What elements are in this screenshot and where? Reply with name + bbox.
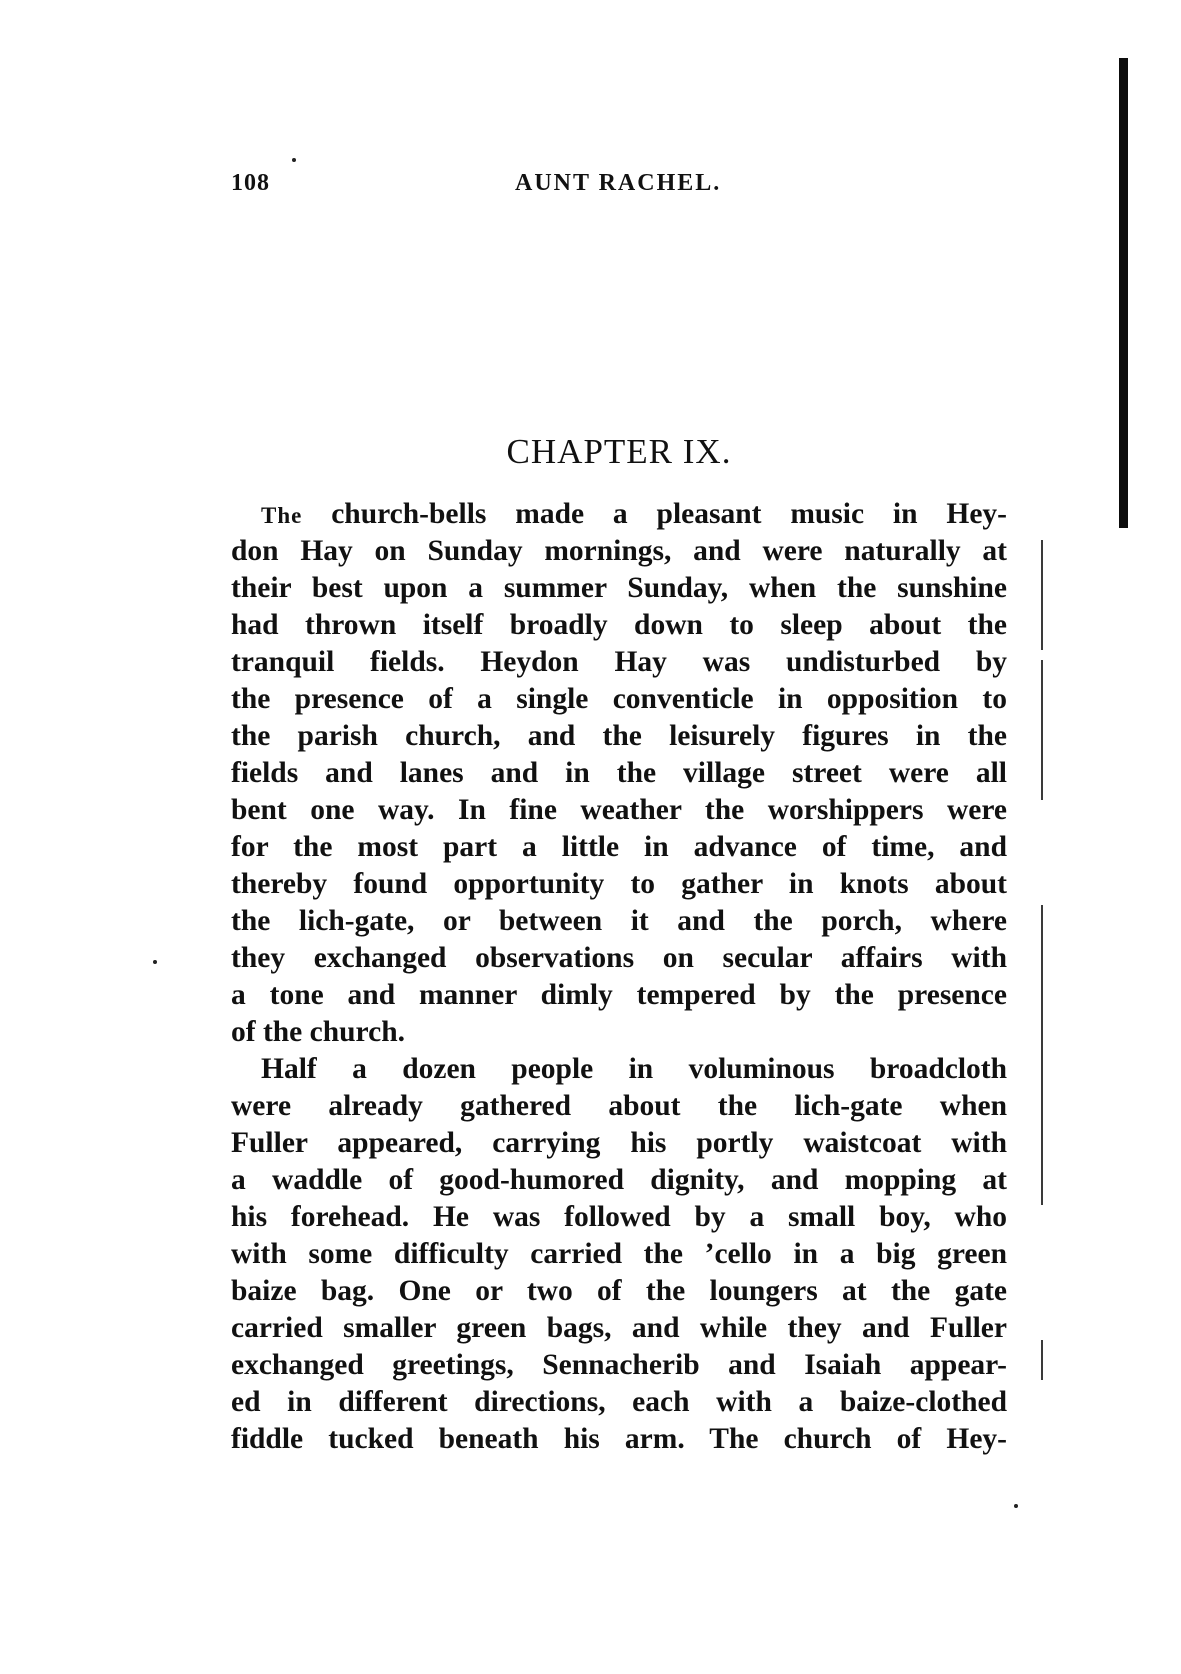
paragraph [231,1051,1007,1458]
running-head [231,170,921,200]
ink-speck [1014,1504,1018,1508]
text-line: bent one way. In fine weather the worshippers were [231,794,1007,826]
text-line: their best upon a summer Sunday, when the sunshine [231,572,1007,604]
page-edge-line [1041,905,1043,1205]
text-line: exchanged greetings, Sennacherib and Isaiah appear- [231,1349,1007,1381]
text-line: ed in different directions, each with a baize-clothed [231,1386,1007,1418]
text-line: of the church. [231,1016,405,1048]
text-line: the parish church, and the leisurely figures in the [231,720,1007,752]
text-line: a waddle of good-humored dignity, and mopping at [231,1164,1007,1196]
paragraph [231,496,1007,1051]
text-line: a tone and manner dimly tempered by the presence [231,979,1007,1011]
text-line: the lich-gate, or between it and the porch, where [231,905,1007,937]
page-edge-line [1041,540,1043,650]
page-edge-line [1041,1340,1043,1380]
page-edge-shadow [1119,58,1128,528]
text-line: were already gathered about the lich-gate when [231,1090,1007,1122]
text-line: for the most part a little in advance of time, and [231,831,1007,863]
text-line: his forehead. He was followed by a small boy, who [231,1201,1007,1233]
text-line: Fuller appeared, carrying his portly waistcoat with [231,1127,1007,1159]
text-line: thereby found opportunity to gather in knots about [231,868,1007,900]
text-line: carried smaller green bags, and while they and Fuller [231,1312,1007,1344]
ink-speck [153,960,157,964]
body-text [231,496,1007,1458]
text-line: baize bag. One or two of the loungers at the gate [231,1275,1007,1307]
drop-word: The [261,502,303,528]
text-line: the presence of a single conventicle in opposition to [231,683,1007,715]
text-line: don Hay on Sunday mornings, and were naturally at [231,535,1007,567]
text-line: tranquil fields. Heydon Hay was undisturbed by [231,646,1007,678]
text-line: fields and lanes and in the village street were all [231,757,1007,789]
text-line: The church-bells made a pleasant music in Hey- [261,498,1008,530]
running-title: AUNT RACHEL. [515,170,722,196]
page-edge-line [1041,660,1043,800]
chapter-title: CHAPTER IX. [506,432,732,471]
text-line: had thrown itself broadly down to sleep about the [231,609,1007,641]
text-line: Half a dozen people in voluminous broadcloth [261,1053,1007,1085]
text-line: they exchanged observations on secular affairs with [231,942,1007,974]
page-number: 108 [231,170,270,196]
text-line: with some difficulty carried the ’cello in a big green [231,1238,1007,1270]
text-line: fiddle tucked beneath his arm. The church of Hey- [231,1423,1007,1455]
ink-speck [292,158,296,162]
